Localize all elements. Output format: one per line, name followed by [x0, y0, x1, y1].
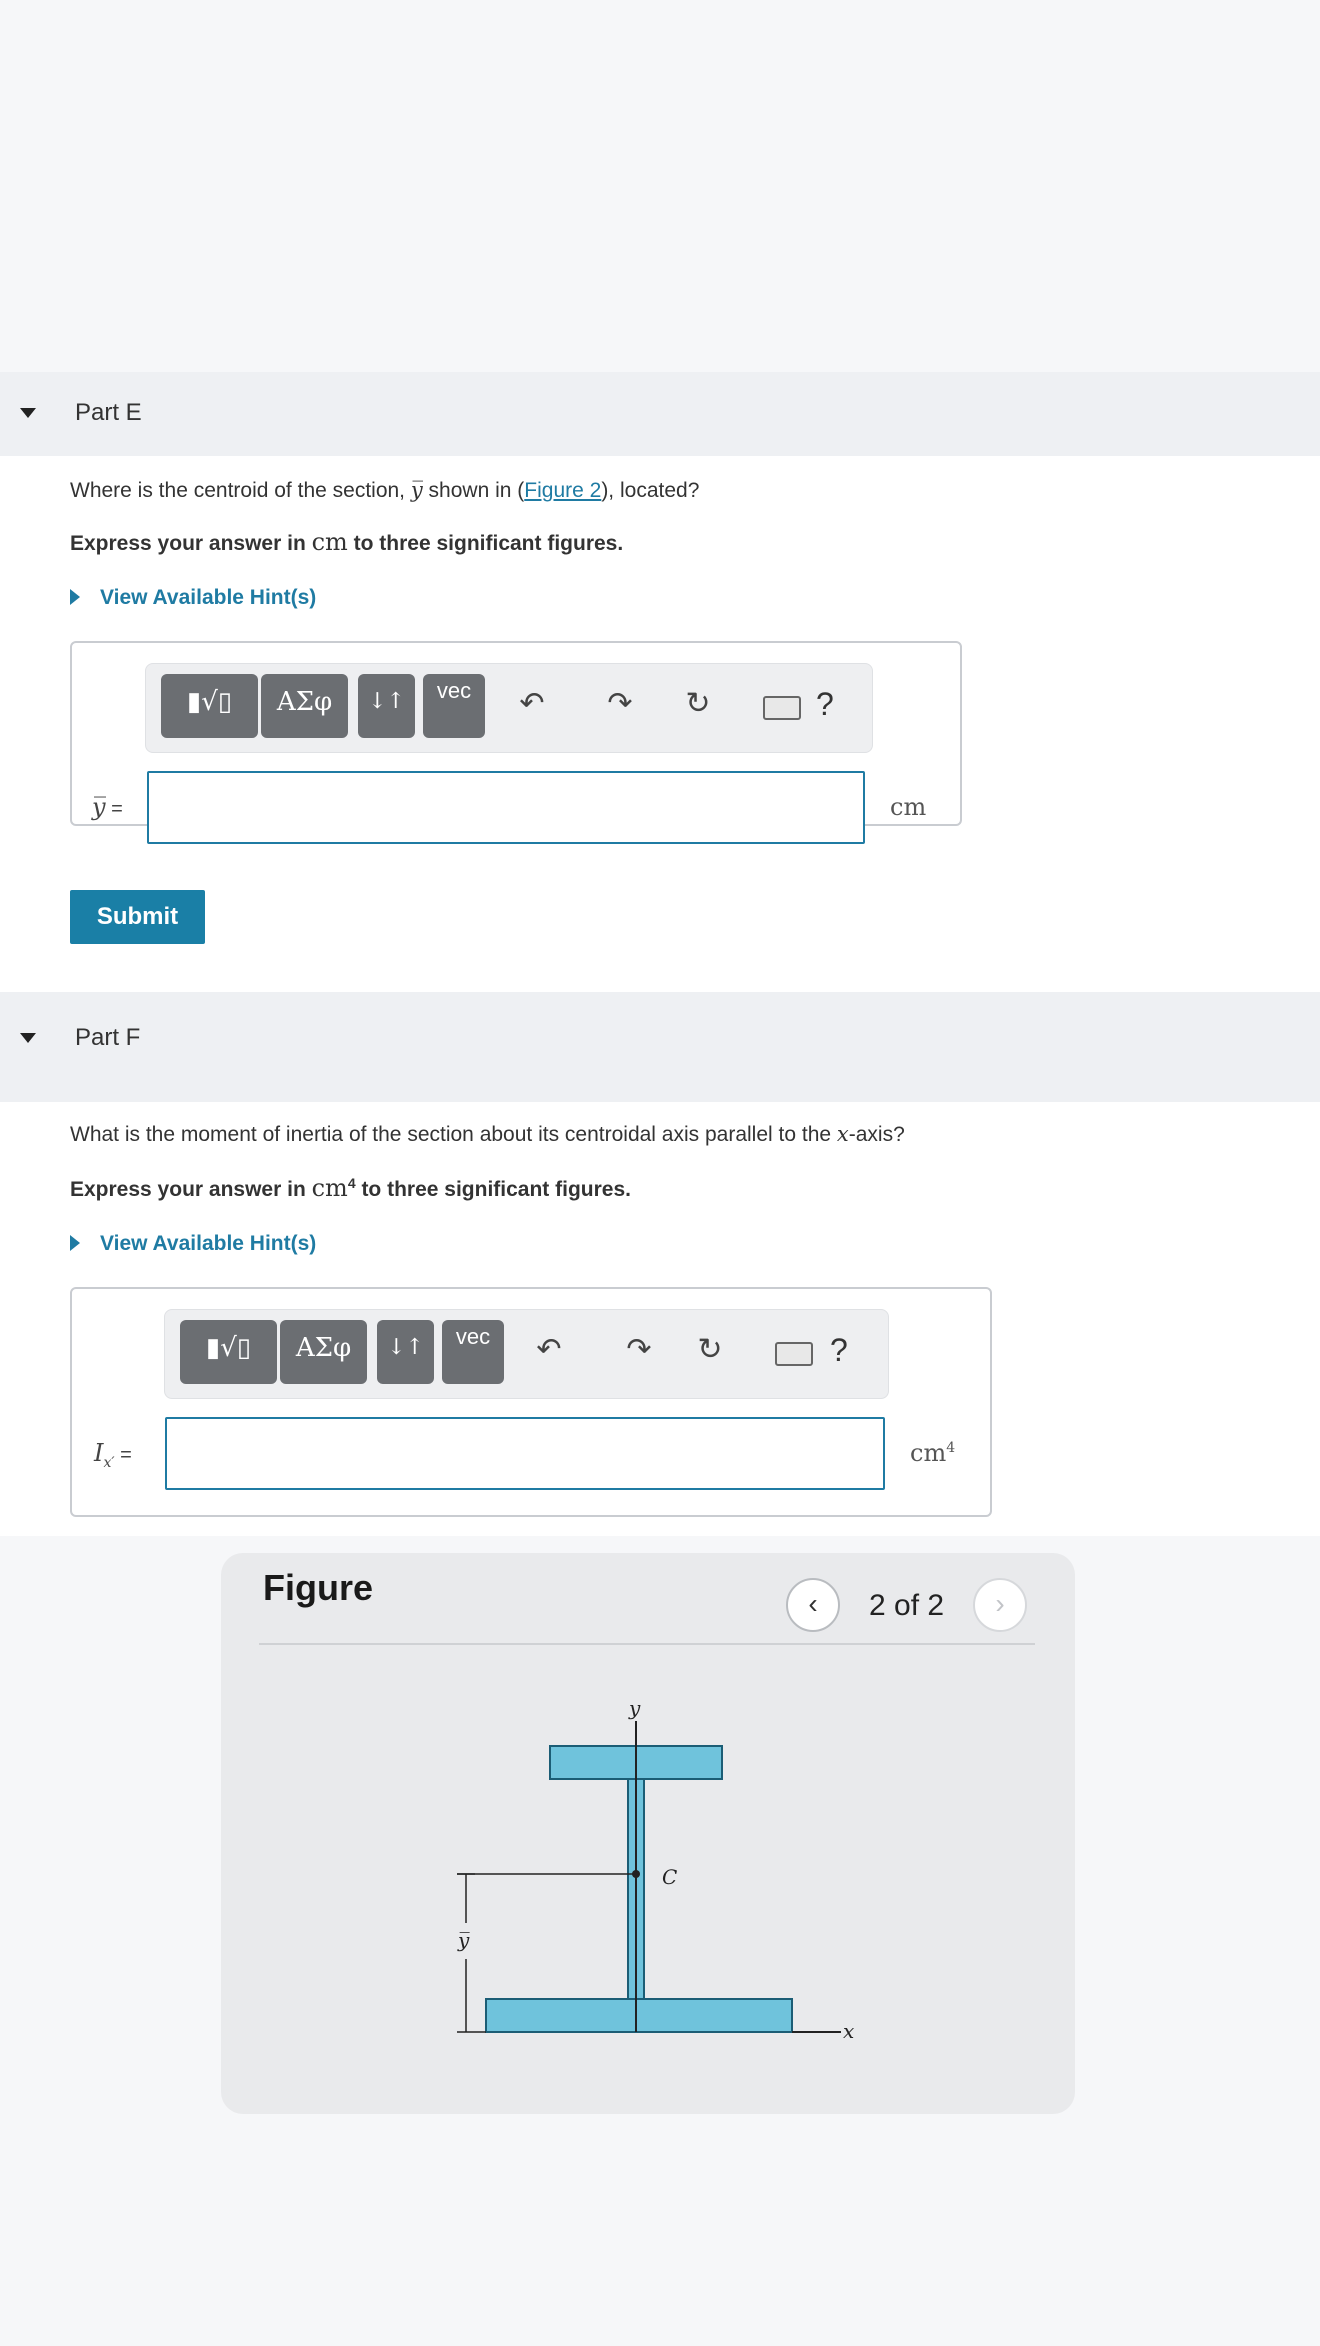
vector-button[interactable]: vec — [442, 1320, 504, 1384]
redo-icon[interactable]: ↷ — [626, 1333, 652, 1366]
subscript-superscript-button[interactable]: ↓↑ — [377, 1320, 434, 1384]
template-button[interactable]: ▮√▯ — [161, 674, 258, 738]
part-e-hint-link[interactable]: View Available Hint(s) — [70, 586, 316, 610]
centroid-label: C — [662, 1865, 678, 1889]
next-figure-button[interactable]: › — [973, 1578, 1027, 1632]
collapse-triangle-icon[interactable] — [20, 1033, 36, 1043]
reset-icon[interactable]: ↻ — [685, 687, 711, 720]
greek-symbols-button[interactable]: ΑΣφ — [280, 1320, 367, 1384]
keyboard-icon[interactable] — [775, 1342, 813, 1366]
help-button[interactable]: ? — [830, 1332, 848, 1368]
part-e-title: Part E — [75, 399, 142, 426]
part-f-hint-link[interactable]: View Available Hint(s) — [70, 1232, 316, 1256]
ix-prime-answer-input[interactable] — [165, 1417, 885, 1490]
figure-panel — [221, 1553, 1075, 2114]
part-e-instruction: Express your answer in cm to three significant figures. — [70, 528, 624, 556]
part-f-question: What is the moment of inertia of the section about its centroidal axis parallel to the x-axis? — [70, 1122, 905, 1146]
previous-figure-button[interactable]: ‹ — [786, 1578, 840, 1632]
vector-button[interactable]: vec — [423, 674, 485, 738]
greek-symbols-button[interactable]: ΑΣφ — [261, 674, 348, 738]
figure-title: Figure — [263, 1567, 374, 1608]
i-section-diagram — [221, 1553, 1075, 2114]
help-button[interactable]: ? — [816, 686, 834, 722]
ybar-answer-input[interactable] — [147, 771, 865, 844]
part-e-header[interactable] — [0, 372, 1320, 456]
x-axis-symbol: x — [836, 1122, 849, 1146]
centroid-point — [632, 1870, 640, 1878]
part-f-title: Part F — [75, 1024, 141, 1051]
undo-icon[interactable]: ↶ — [519, 687, 545, 720]
part-e-answer-box — [70, 641, 962, 826]
submit-button[interactable]: Submit — [70, 890, 205, 944]
part-f-body — [0, 1102, 1320, 1536]
part-e-question: Where is the centroid of the section, y̅ shown in (Figure 2), located? — [70, 478, 700, 502]
ybar-label: y̅ = — [92, 793, 123, 821]
part-f-instruction: Express your answer in $cm^4$ to three significant figures. — [70, 1174, 631, 1202]
expand-triangle-icon — [70, 589, 80, 605]
ybar-figure-label: y̅ — [458, 1928, 470, 1952]
ybar-symbol: y̅ — [410, 478, 423, 502]
undo-icon[interactable]: ↶ — [536, 1333, 562, 1366]
subscript-superscript-button[interactable]: ↓↑ — [358, 674, 415, 738]
part-e-body — [0, 456, 1320, 992]
expand-triangle-icon — [70, 1235, 80, 1251]
ix-prime-label: $I_{x'}$ = — [94, 1439, 132, 1471]
figure-page-indicator: 2 of 2 — [869, 1589, 945, 1622]
y-axis-label: y — [629, 1696, 641, 1720]
collapse-triangle-icon[interactable] — [20, 408, 36, 418]
answer-unit: $cm^4$ — [910, 1439, 956, 1467]
math-toolbar — [145, 663, 873, 753]
template-button[interactable]: ▮√▯ — [180, 1320, 277, 1384]
figure-2-link[interactable]: Figure 2 — [524, 479, 602, 502]
bottom-flange — [486, 1999, 792, 2032]
math-toolbar — [164, 1309, 889, 1399]
redo-icon[interactable]: ↷ — [607, 687, 633, 720]
x-axis-label: x — [843, 2019, 855, 2043]
answer-unit: cm — [890, 793, 927, 821]
keyboard-icon[interactable] — [763, 696, 801, 720]
reset-icon[interactable]: ↻ — [697, 1333, 723, 1366]
part-f-header[interactable] — [0, 992, 1320, 1102]
part-f-answer-box — [70, 1287, 992, 1517]
